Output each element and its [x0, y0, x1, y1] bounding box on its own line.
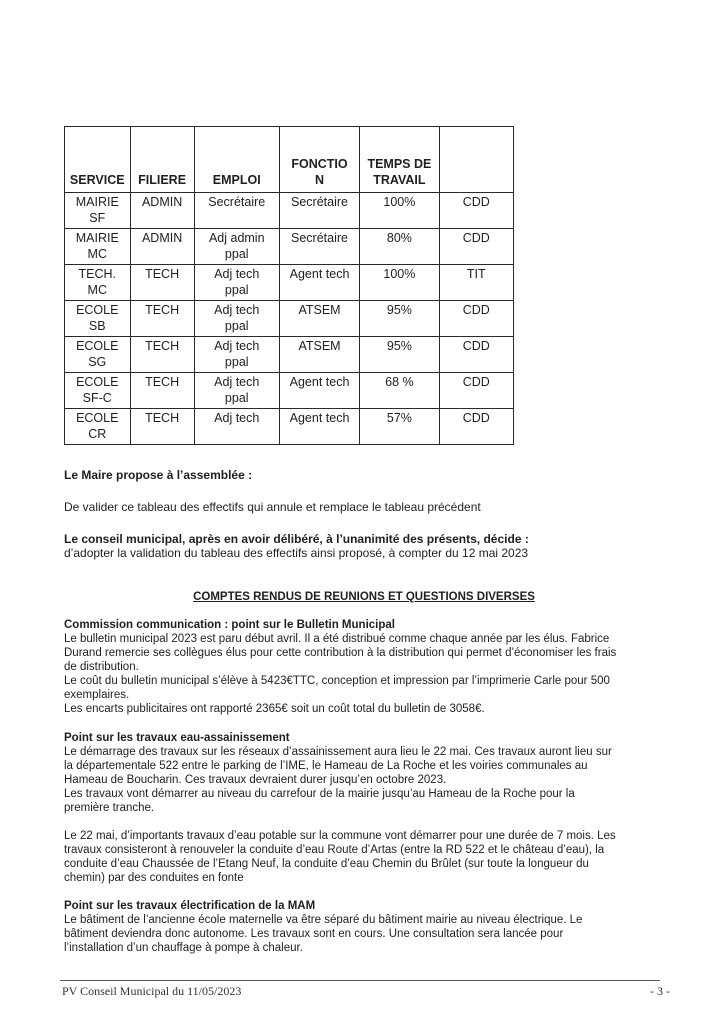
- table-cell: ECOLE CR: [65, 409, 131, 445]
- proposal-text: De valider ce tableau des effectifs qui annule et remplace le tableau précédent: [64, 500, 481, 514]
- table-cell: CDD: [439, 229, 513, 265]
- table-cell: ADMIN: [130, 229, 194, 265]
- table-cell: ECOLE SG: [65, 337, 131, 373]
- table-cell: TECH: [130, 301, 194, 337]
- table-cell: TECH: [130, 409, 194, 445]
- travaux-eau-heading: Point sur les travaux eau-assainissement: [64, 732, 290, 744]
- table-cell: Adj admin ppal: [194, 229, 279, 265]
- table-cell: TECH: [130, 373, 194, 409]
- table-cell: Adj tech ppal: [194, 265, 279, 301]
- decision-heading: Le conseil municipal, après en avoir délibéré, à l’unanimité des présents, décide :: [64, 532, 529, 546]
- table-row: [65, 265, 514, 301]
- travaux-eau-line: première tranche.: [64, 802, 155, 814]
- table-cell: Secrétaire: [194, 193, 279, 229]
- table-cell: Adj tech ppal: [194, 373, 279, 409]
- table-cell: MAIRIE MC: [65, 229, 131, 265]
- table-row: [65, 229, 514, 265]
- footer-divider: [60, 980, 660, 981]
- table-cell: Agent tech: [279, 373, 359, 409]
- table-cell: Adj tech ppal: [194, 301, 279, 337]
- table-cell: CDD: [439, 409, 513, 445]
- table-cell: ATSEM: [279, 301, 359, 337]
- table-row: [65, 337, 514, 373]
- table-cell: MAIRIE SF: [65, 193, 131, 229]
- table-cell: 100%: [360, 265, 439, 301]
- travaux-eau-section: [64, 731, 668, 815]
- communication-line: Durand remercie ses collègues élus pour cette contribution à la distribution qui permet d’économiser les frais: [64, 647, 617, 659]
- travaux-eau-line: Hameau de Boucharin. Ces travaux devraient durer jusqu’en octobre 2023.: [64, 774, 447, 786]
- table-cell: 68 %: [360, 373, 439, 409]
- communication-heading: Commission communication : point sur le Bulletin Municipal: [64, 619, 395, 631]
- effectifs-table: [64, 126, 514, 445]
- eau-potable-section: [64, 829, 668, 885]
- table-header-cell: FILIERE: [130, 127, 194, 193]
- eau-potable-line: travaux consisteront à renouveler la conduite d’eau Route d’Artas (entre la RD 522 et le château d’eau), la: [64, 844, 605, 856]
- table-cell: ECOLE SF-C: [65, 373, 131, 409]
- table-cell: TECH: [130, 337, 194, 373]
- table-row: [65, 193, 514, 229]
- proposal-heading: Le Maire propose à l’assemblée :: [64, 468, 253, 482]
- table-cell: CDD: [439, 373, 513, 409]
- table-cell: TECH. MC: [65, 265, 131, 301]
- eau-potable-line: chemin) par des conduites en fonte: [64, 872, 244, 884]
- section-title: COMPTES RENDUS DE REUNIONS ET QUESTIONS DIVERSES: [193, 591, 535, 603]
- mam-heading: Point sur les travaux électrification de la MAM: [64, 900, 316, 912]
- table-header-cell: SERVICE: [65, 127, 131, 193]
- mam-section: [64, 899, 668, 955]
- table-cell: Agent tech: [279, 409, 359, 445]
- communication-line: Le bulletin municipal 2023 est paru début avril. Il a été distribué comme chaque année par les élus. Fabrice: [64, 633, 610, 645]
- table-cell: ATSEM: [279, 337, 359, 373]
- table-cell: 95%: [360, 301, 439, 337]
- table-cell: 100%: [360, 193, 439, 229]
- table-cell: TECH: [130, 265, 194, 301]
- eau-potable-line: Le 22 mai, d’importants travaux d’eau potable sur la commune vont démarrer pour une durée de 7 mois. Les: [64, 830, 616, 842]
- table-row: [65, 373, 514, 409]
- table-header-cell: [439, 127, 513, 193]
- table-cell: CDD: [439, 193, 513, 229]
- table-row: [65, 409, 514, 445]
- eau-potable-line: conduite d’eau Chaussée de l’Etang Neuf, la conduite d’eau Chemin du Brûlet (sur toute la longueur du: [64, 858, 589, 870]
- table-cell: CDD: [439, 301, 513, 337]
- table-header-row: [65, 127, 514, 193]
- table-header-cell: EMPLOI: [194, 127, 279, 193]
- table-cell: 95%: [360, 337, 439, 373]
- table-body: [65, 193, 514, 445]
- mam-line: Le bâtiment de l’ancienne école maternelle va être séparé du bâtiment mairie au niveau électrique. Le: [64, 914, 583, 926]
- communication-section: [64, 618, 668, 716]
- mam-line: l’installation d’un chauffage à pompe à chaleur.: [64, 942, 303, 954]
- travaux-eau-line: Le démarrage des travaux sur les réseaux d’assainissement aura lieu le 22 mai. Ces travaux auront lieu sur: [64, 746, 612, 758]
- table-cell: Adj tech: [194, 409, 279, 445]
- table-cell: Secrétaire: [279, 229, 359, 265]
- table-cell: Agent tech: [279, 265, 359, 301]
- communication-line: Les encarts publicitaires ont rapporté 2365€ soit un coût total du bulletin de 3058€.: [64, 703, 485, 715]
- travaux-eau-line: la départementale 522 entre le parking de l’IME, le Hameau de La Roche et les voiries communales au: [64, 760, 588, 772]
- decision-text: d’adopter la validation du tableau des effectifs ainsi proposé, à compter du 12 mai 2023: [64, 546, 529, 560]
- table-cell: CDD: [439, 337, 513, 373]
- table-cell: 80%: [360, 229, 439, 265]
- table-cell: Adj tech ppal: [194, 337, 279, 373]
- travaux-eau-line: Les travaux vont démarrer au niveau du carrefour de la mairie jusqu’au Hameau de la Roche pour la: [64, 788, 575, 800]
- footer-title: PV Conseil Municipal du 11/05/2023: [62, 984, 242, 998]
- page-number: - 3 -: [650, 984, 670, 998]
- communication-line: Le coût du bulletin municipal s’élève à 5423€TTC, conception et impression par l’imprimerie Carle pour 500: [64, 675, 610, 687]
- table-cell: 57%: [360, 409, 439, 445]
- table-row: [65, 301, 514, 337]
- communication-line: de distribution.: [64, 661, 139, 673]
- mam-line: bâtiment deviendra donc autonome. Les travaux sont en cours. Une consultation sera lancée pour: [64, 928, 564, 940]
- table-cell: ECOLE SB: [65, 301, 131, 337]
- table-header-cell: FONCTIO N: [279, 127, 359, 193]
- table-cell: Secrétaire: [279, 193, 359, 229]
- table-header-cell: TEMPS DE TRAVAIL: [360, 127, 439, 193]
- table-cell: TIT: [439, 265, 513, 301]
- table-cell: ADMIN: [130, 193, 194, 229]
- communication-line: exemplaires.: [64, 689, 130, 701]
